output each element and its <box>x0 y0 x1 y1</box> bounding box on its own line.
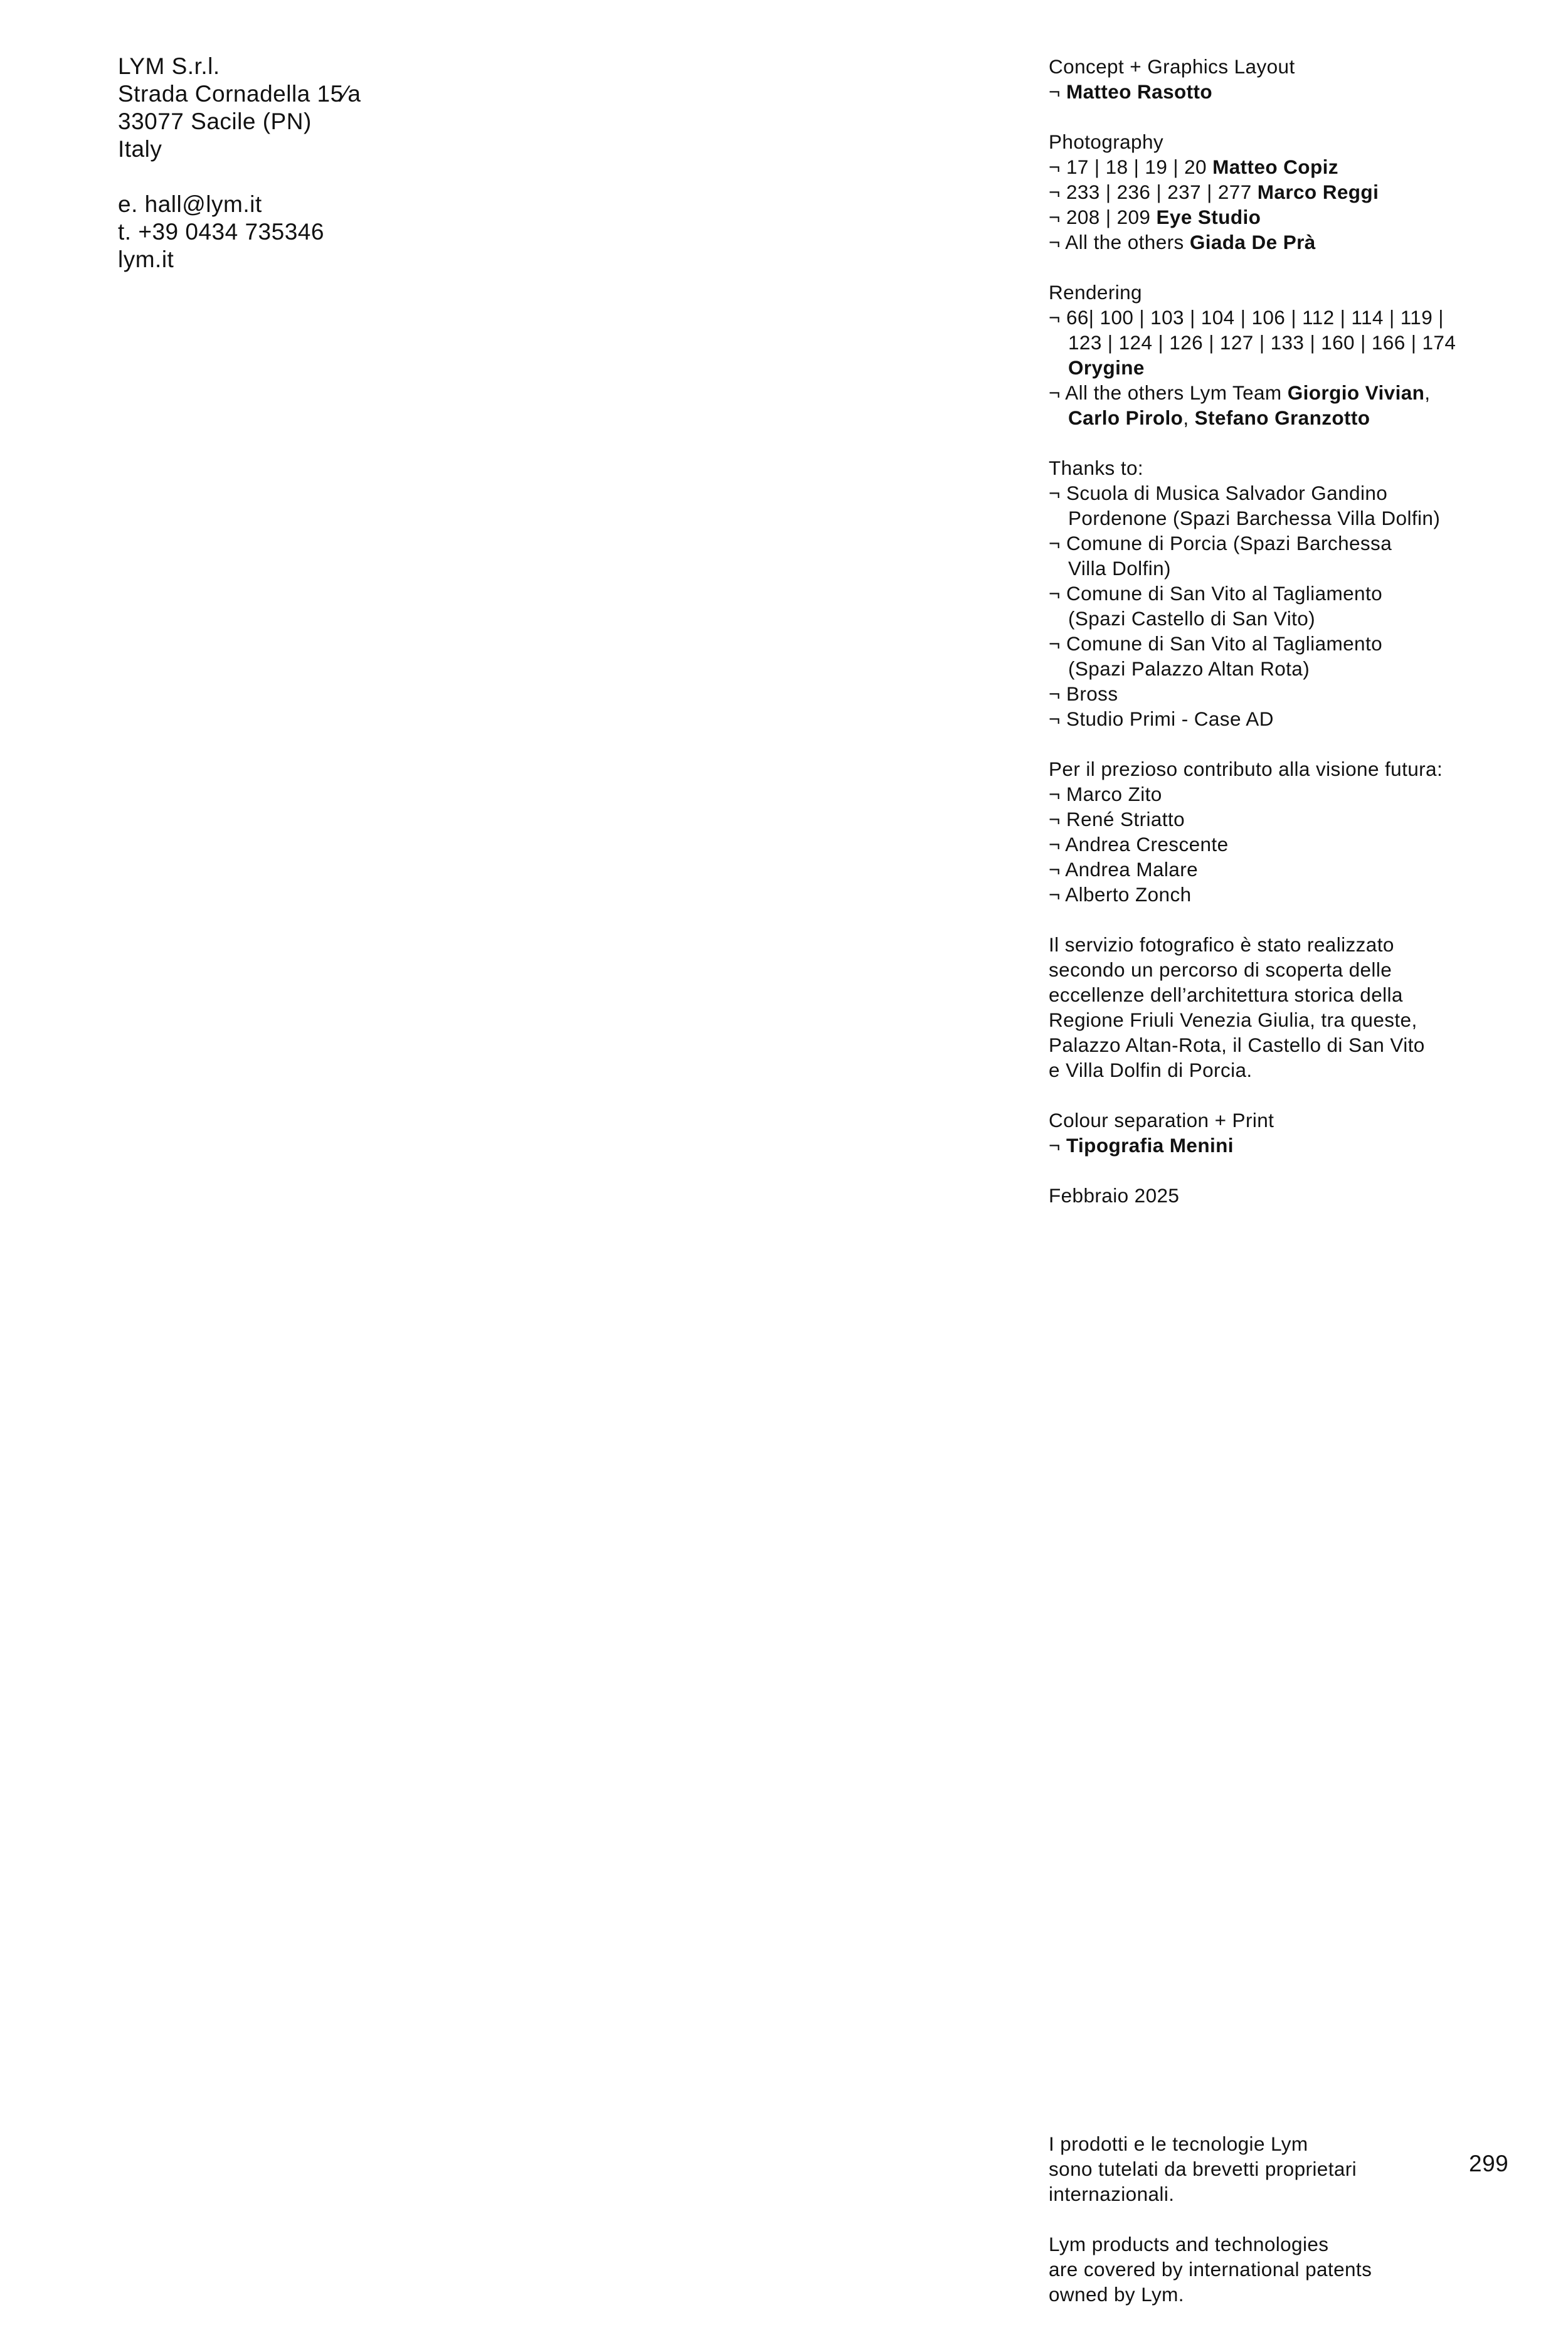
thanks-line: Villa Dolfin) <box>1068 557 1171 580</box>
rendering-heading: Rendering <box>1049 281 1142 304</box>
separator: , <box>1424 381 1431 404</box>
vision-contributor: ¬ Alberto Zonch <box>1049 883 1192 906</box>
company-phone: t. +39 0434 735346 <box>118 219 324 245</box>
photographer-name: Giada De Prà <box>1189 231 1316 253</box>
vision-contributor: ¬ René Striatto <box>1049 808 1185 830</box>
photo-note-line: Regione Friuli Venezia Giulia, tra queste, <box>1049 1009 1417 1031</box>
publication-date: Febbraio 2025 <box>1049 1184 1180 1207</box>
photography-pages: ¬ 233 | 236 | 237 | 277 <box>1049 181 1258 203</box>
photographer-name: Eye Studio <box>1156 206 1261 228</box>
patent-note-it-line: sono tutelati da brevetti proprietari <box>1049 2158 1357 2180</box>
vision-contributor: ¬ Andrea Malare <box>1049 858 1199 881</box>
vision-heading: Per il prezioso contributo alla visione futura: <box>1049 758 1443 780</box>
print-credit <box>1049 1133 1538 1158</box>
spacer <box>1049 1158 1538 1183</box>
print-prefix: ¬ <box>1049 1134 1066 1157</box>
photography-credit <box>1049 179 1538 204</box>
vision-contributor: ¬ Marco Zito <box>1049 783 1162 805</box>
photography-heading: Photography <box>1049 130 1164 153</box>
thanks-line: ¬ Comune di San Vito al Tagliamento <box>1049 582 1383 605</box>
company-website: lym.it <box>118 246 174 272</box>
vision-contributor: ¬ Andrea Crescente <box>1049 833 1229 856</box>
concept-heading: Concept + Graphics Layout <box>1049 55 1295 78</box>
photography-pages: ¬ 17 | 18 | 19 | 20 <box>1049 156 1213 178</box>
patent-note-en-line: are covered by international patents <box>1049 2258 1372 2280</box>
separator: , <box>1183 406 1195 429</box>
photography-pages: ¬ 208 | 209 <box>1049 206 1157 228</box>
rendering-studio-name: Orygine <box>1068 356 1145 379</box>
spacer <box>1049 255 1538 280</box>
company-email: e. hall@lym.it <box>118 191 262 217</box>
company-country: Italy <box>118 136 162 162</box>
photo-note-line: eccellenze dell’architettura storica della <box>1049 983 1403 1006</box>
thanks-line: Pordenone (Spazi Barchessa Villa Dolfin) <box>1068 507 1441 529</box>
spacer <box>1049 1083 1538 1108</box>
thanks-line: ¬ Comune di San Vito al Tagliamento <box>1049 632 1383 655</box>
company-name: LYM S.r.l. <box>118 53 220 79</box>
spacer <box>1049 907 1538 932</box>
credits-block <box>1049 54 1538 1208</box>
photo-note-line: e Villa Dolfin di Porcia. <box>1049 1059 1253 1081</box>
photo-note-line: secondo un percorso di scoperta delle <box>1049 958 1392 981</box>
rendering-team-member: Stefano Granzotto <box>1194 406 1370 429</box>
concept-prefix: ¬ <box>1049 80 1066 103</box>
photographer-name: Matteo Copiz <box>1212 156 1338 178</box>
company-address-block <box>118 53 682 273</box>
rendering-pages-line-2: 123 | 124 | 126 | 127 | 133 | 160 | 166 | 174 <box>1068 331 1456 354</box>
patent-note-it-line: I prodotti e le tecnologie Lym <box>1049 2132 1308 2155</box>
rendering-team-prefix: ¬ All the others Lym Team <box>1049 381 1288 404</box>
rendering-pages-line-1: ¬ 66| 100 | 103 | 104 | 106 | 112 | 114 | 119 | <box>1049 306 1444 329</box>
print-company: Tipografia Menini <box>1066 1134 1234 1157</box>
rendering-team-member: Carlo Pirolo <box>1068 406 1184 429</box>
thanks-line: (Spazi Castello di San Vito) <box>1068 607 1316 630</box>
rendering-team-credit <box>1049 380 1538 405</box>
thanks-line: (Spazi Palazzo Altan Rota) <box>1068 657 1310 680</box>
photography-pages: ¬ All the others <box>1049 231 1190 253</box>
photo-note-line: Il servizio fotografico è stato realizzato <box>1049 933 1394 956</box>
patent-note-it-line: internazionali. <box>1049 2183 1175 2205</box>
patent-note-en-line: owned by Lym. <box>1049 2283 1184 2306</box>
photo-note-line: Palazzo Altan-Rota, il Castello di San Vito <box>1049 1034 1425 1056</box>
photography-credit <box>1049 230 1538 255</box>
photography-credit <box>1049 154 1538 179</box>
page-number: 299 <box>1469 2151 1509 2176</box>
rendering-studio <box>1049 355 1538 380</box>
spacer <box>118 163 682 191</box>
spacer <box>1049 2206 1438 2232</box>
concept-name: Matteo Rasotto <box>1066 80 1213 103</box>
thanks-line: ¬ Studio Primi - Case AD <box>1049 707 1274 730</box>
spacer <box>1049 104 1538 129</box>
thanks-line: ¬ Comune di Porcia (Spazi Barchessa <box>1049 532 1392 554</box>
thanks-line: ¬ Scuola di Musica Salvador Gandino <box>1049 482 1388 504</box>
spacer <box>1049 430 1538 455</box>
thanks-heading: Thanks to: <box>1049 457 1144 479</box>
photography-credit <box>1049 204 1538 230</box>
patent-note-en-line: Lym products and technologies <box>1049 2233 1329 2255</box>
company-street: Strada Cornadella 15⁄a <box>118 81 361 107</box>
patent-note <box>1049 2131 1438 2307</box>
rendering-team-credit-cont <box>1049 405 1538 430</box>
rendering-team-member: Giorgio Vivian <box>1287 381 1425 404</box>
spacer <box>1049 731 1538 756</box>
concept-credit <box>1049 79 1538 104</box>
print-heading: Colour separation + Print <box>1049 1109 1274 1131</box>
photographer-name: Marco Reggi <box>1257 181 1379 203</box>
thanks-line: ¬ Bross <box>1049 682 1118 705</box>
company-city: 33077 Sacile (PN) <box>118 109 312 134</box>
